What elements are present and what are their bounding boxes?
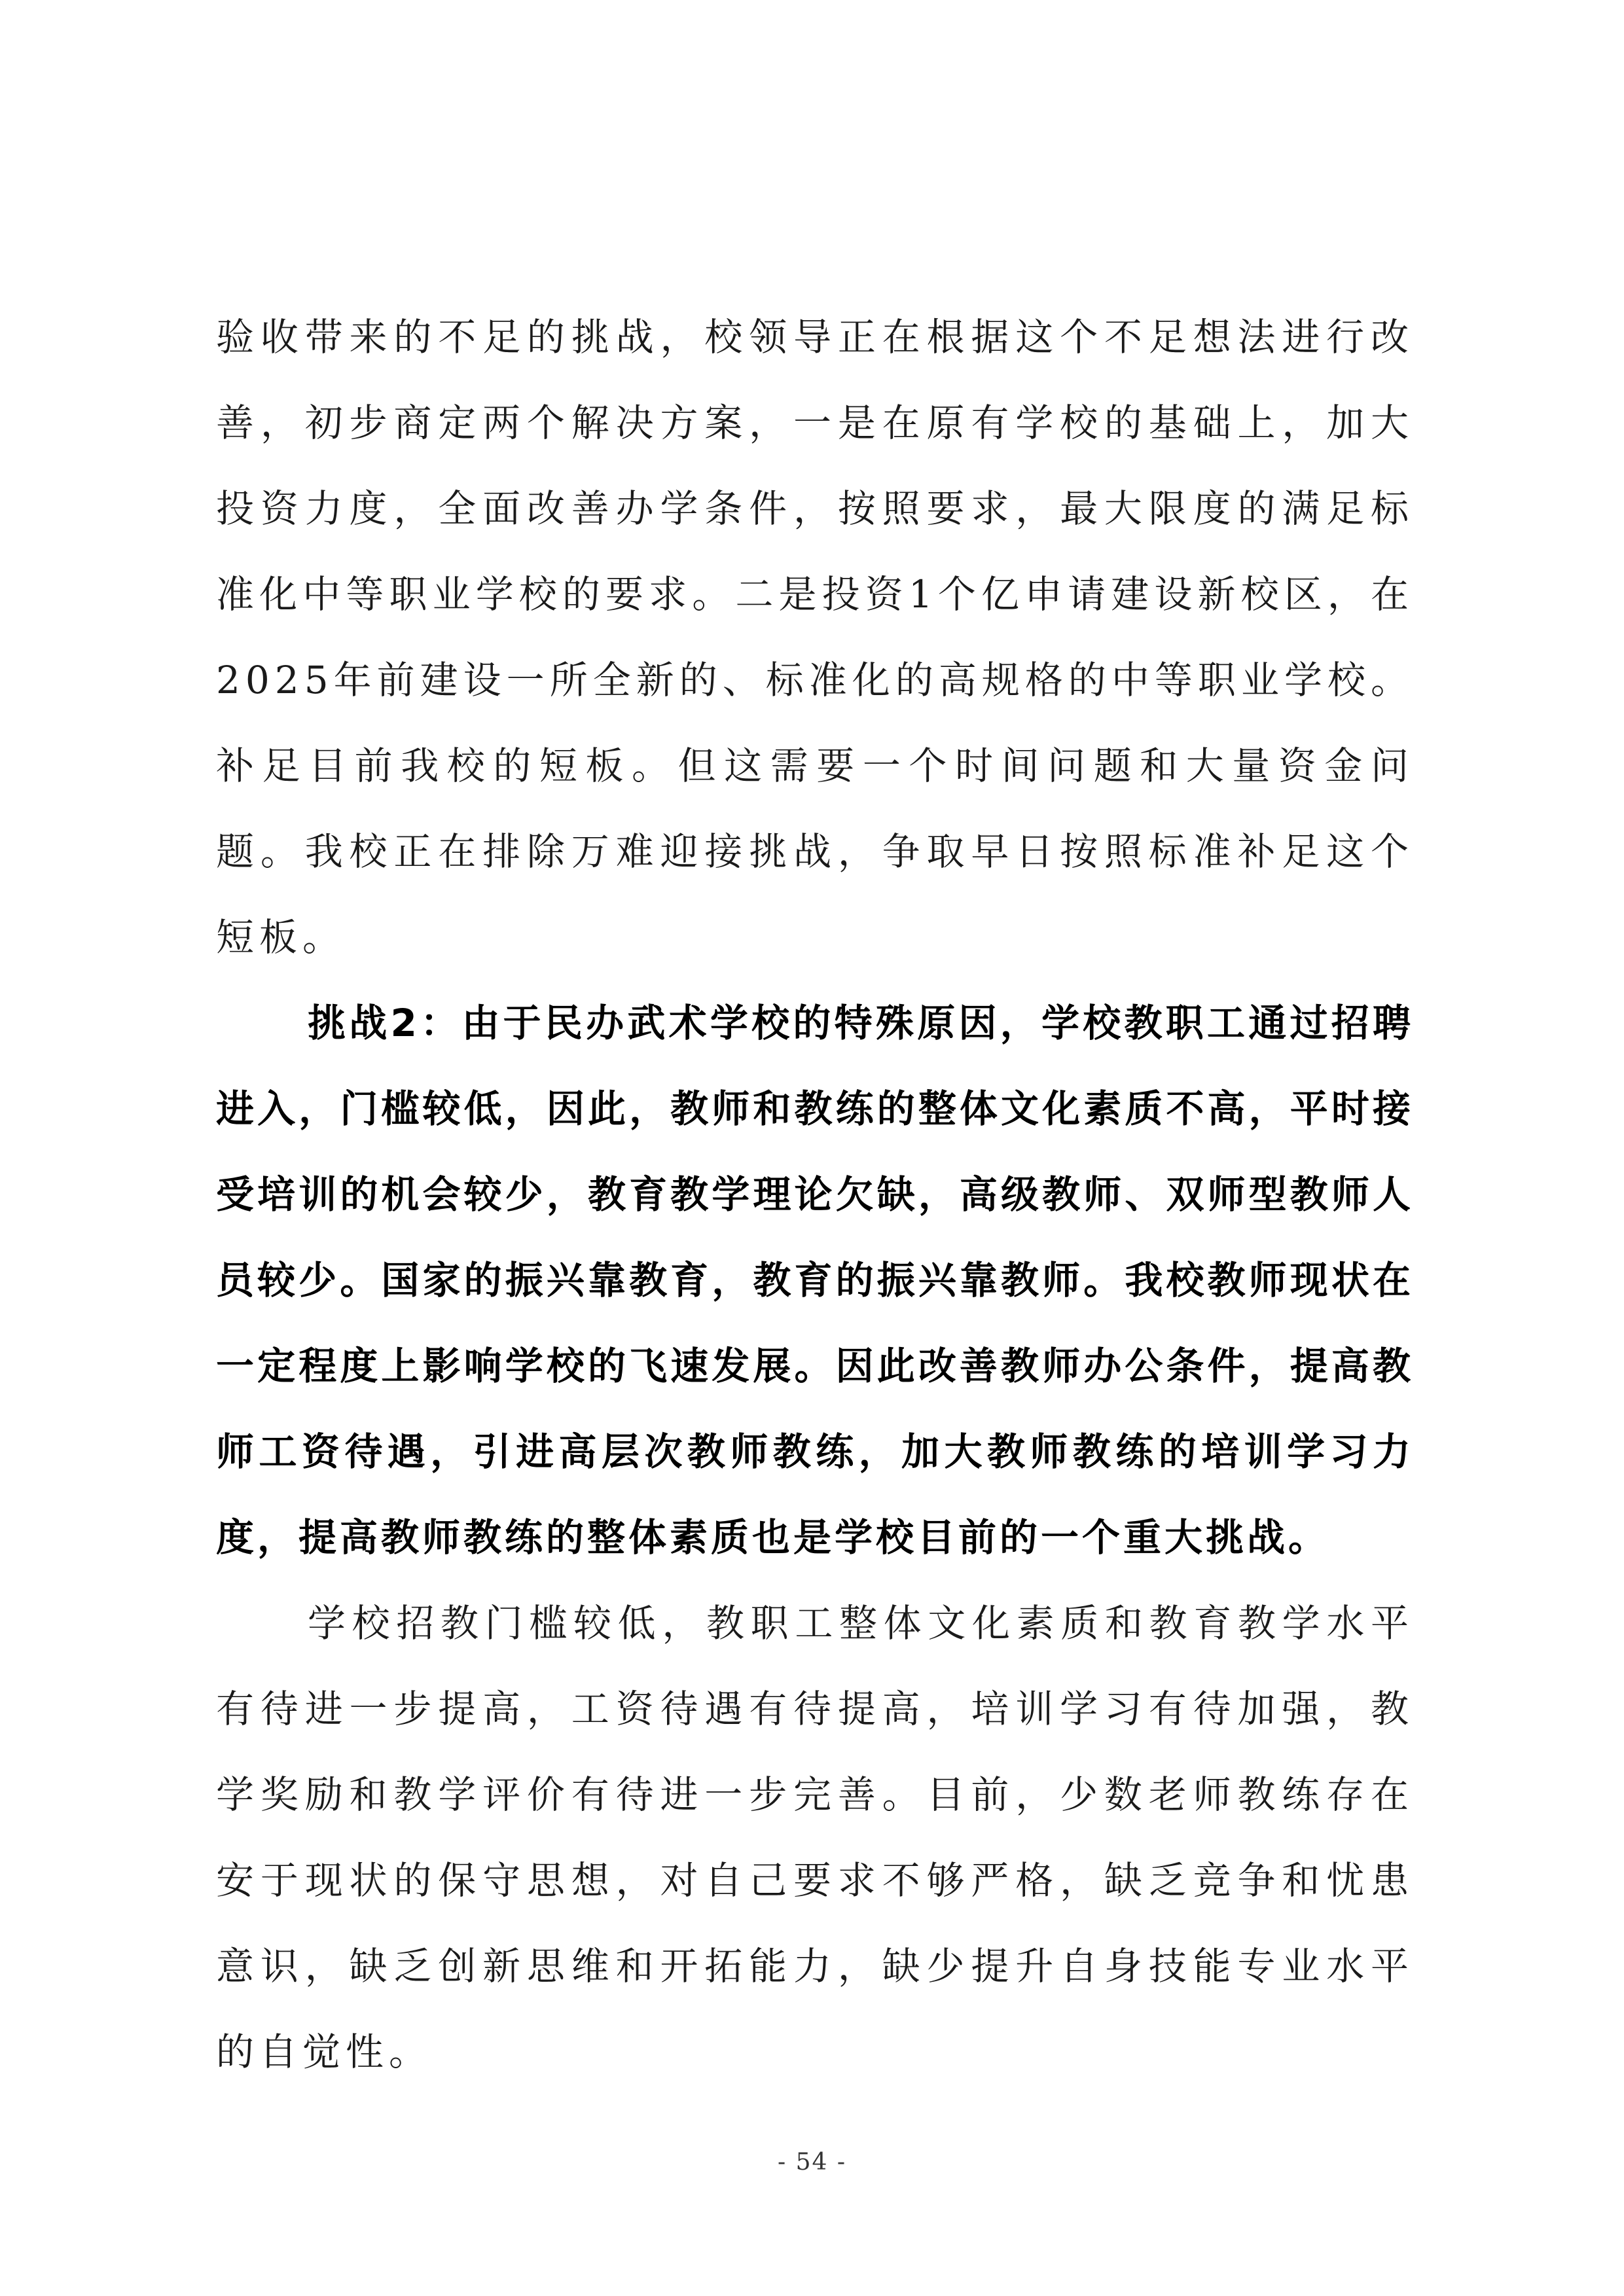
document-body <box>216 295 1414 2095</box>
paragraph-continuation: 验收带来的不足的挑战，校领导正在根据这个不足想法进行改善，初步商定两个解决方案，一是在原有学校的基础上，加大投资力度，全面改善办学条件，按照要求，最大限度的满足标准化中等职业学校的要求。二是投资1个亿申请建设新校区，在2025年前建设一所全新的、标准化的高规格的中等职业学校。补足目前我校的短板。但这需要一个时间问题和大量资金问题。我校正在排除万难迎接挑战，争取早日按照标准补足这个短板。 <box>216 315 1414 960</box>
page-number: - 54 - <box>777 2149 847 2176</box>
paragraph-challenge-2: 挑战2：由于民办武术学校的特殊原因，学校教职工通过招聘进入，门槛较低，因此，教师和教练的整体文化素质不高，平时接受培训的机会较少，教育教学理论欠缺，高级教师、双师型教师人员较少。国家的振兴靠教育，教育的振兴靠教师。我校教师现状在一定程度上影响学校的飞速发展。因此改善教师办公条件，提高教师工资待遇，引进高层次教师教练，加大教师教练的培训学习力度，提高教师教练的整体素质也是学校目前的一个重大挑战。 <box>216 1001 1414 1560</box>
paragraph-analysis: 学校招教门槛较低，教职工整体文化素质和教育教学水平有待进一步提高，工资待遇有待提高，培训学习有待加强，教学奖励和教学评价有待进一步完善。目前，少数老师教练存在安于现状的保守思想，对自己要求不够严格，缺乏竞争和忧患意识，缺乏创新思维和开拓能力，缺少提升自身技能专业水平的自觉性。 <box>216 1601 1414 2074</box>
